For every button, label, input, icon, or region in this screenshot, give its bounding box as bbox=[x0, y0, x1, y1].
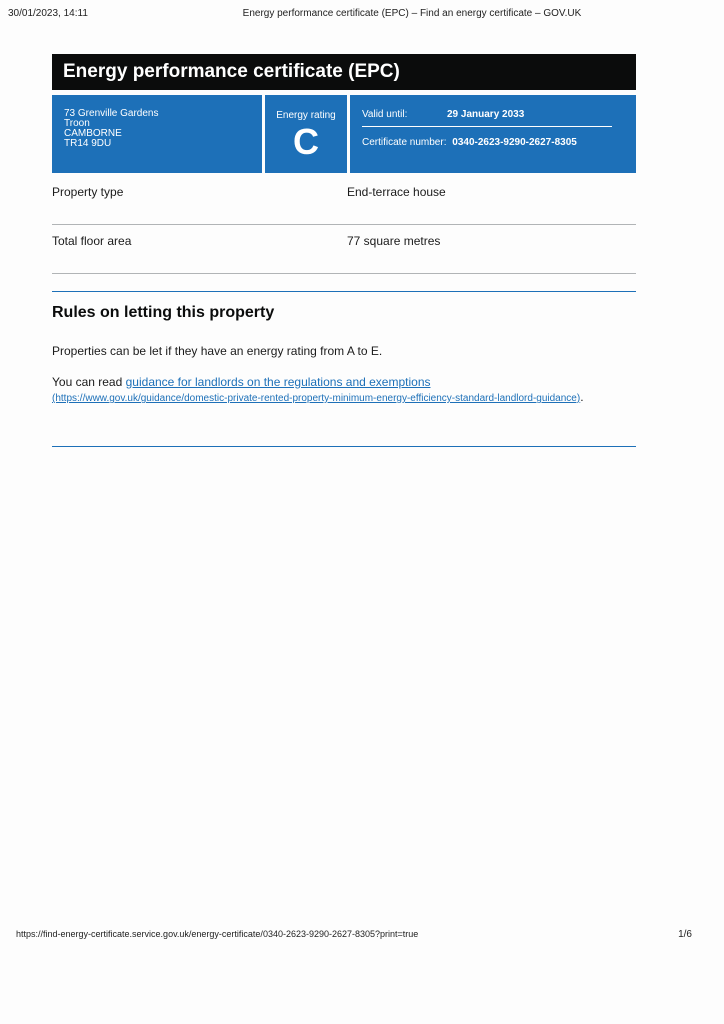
address-line-3: CAMBORNE bbox=[64, 128, 122, 139]
valid-until-row bbox=[362, 109, 624, 120]
address-line-1: 73 Grenville Gardens bbox=[64, 108, 159, 119]
details-divider bbox=[362, 126, 612, 127]
certificate-number-label: Certificate number: bbox=[362, 137, 447, 148]
summary-row-floor-area bbox=[52, 225, 636, 274]
summary-value: 77 square metres bbox=[347, 234, 441, 248]
rules-guidance bbox=[52, 375, 622, 406]
epc-title: Energy performance certificate (EPC) bbox=[52, 54, 636, 90]
energy-rating-letter: C bbox=[293, 121, 319, 162]
property-summary-list bbox=[52, 176, 636, 274]
certificate-details bbox=[350, 95, 636, 173]
guidance-prefix: You can read bbox=[52, 375, 126, 389]
print-footer bbox=[16, 929, 692, 939]
print-url: https://find-energy-certificate.service.gov.uk/energy-certificate/0340-2623-9290-2627-8305?print=true bbox=[16, 929, 419, 939]
summary-key: Property type bbox=[52, 185, 124, 199]
summary-value: End-terrace house bbox=[347, 185, 446, 199]
section-divider-top bbox=[52, 291, 636, 292]
valid-until-date: 29 January 2033 bbox=[447, 109, 525, 120]
energy-rating-box bbox=[265, 95, 347, 173]
epc-summary-panel bbox=[52, 95, 636, 173]
rules-intro: Properties can be let if they have an energy rating from A to E. bbox=[52, 344, 383, 358]
page-number: 1/6 bbox=[678, 929, 692, 940]
guidance-url[interactable]: (https://www.gov.uk/guidance/domestic-private-rented-property-minimum-energy-efficiency-standard-landlord-guidance) bbox=[52, 393, 581, 404]
guidance-link[interactable]: guidance for landlords on the regulations and exemptions bbox=[125, 375, 431, 389]
certificate-number-row bbox=[362, 137, 624, 148]
certificate-number: 0340-2623-9290-2627-8305 bbox=[452, 137, 577, 148]
print-datetime: 30/01/2023, 14:11 bbox=[8, 8, 88, 19]
property-address bbox=[52, 95, 262, 173]
address-postcode: TR14 9DU bbox=[64, 138, 112, 149]
guidance-suffix: . bbox=[580, 390, 584, 404]
energy-rating-label: Energy rating bbox=[276, 110, 336, 121]
valid-until-label: Valid until: bbox=[362, 109, 408, 120]
print-header bbox=[8, 8, 716, 22]
address-line-2: Troon bbox=[64, 118, 90, 129]
summary-row-property-type bbox=[52, 176, 636, 225]
section-divider-bottom bbox=[52, 446, 636, 447]
print-document-title: Energy performance certificate (EPC) – Find an energy certificate – GOV.UK bbox=[242, 8, 582, 19]
rules-heading: Rules on letting this property bbox=[52, 304, 275, 321]
summary-key: Total floor area bbox=[52, 234, 132, 248]
